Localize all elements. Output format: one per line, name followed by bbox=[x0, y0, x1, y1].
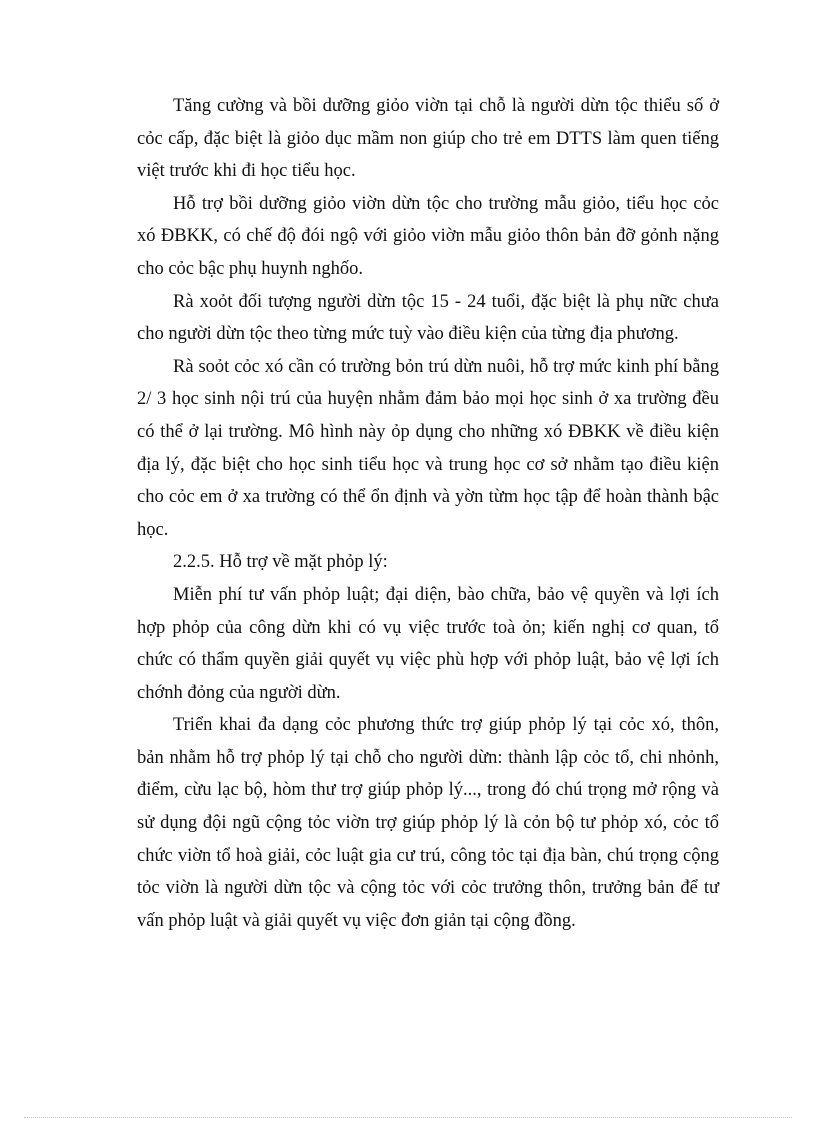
paragraph-boarding-schools: Rà soỏt cỏc xó cần có trường bỏn trú dừn nuôi, hỗ trợ mức kinh phí bằng 2/ 3 học sinh nội trú của huyện nhằm đảm bảo mọi học sinh ở xa trường đều có thể ở lại trường. Mô hình này ỏp dụng cho những xó ĐBKK về điều kiện địa lý, đặc biệt cho học sinh tiểu học và trung học cơ sở nhằm tạo điều kiện cho cỏc em ở xa trường có thể ổn định và yờn từm học tập để hoàn thành bậc học. bbox=[137, 356, 719, 540]
paragraph-literacy-review: Rà xoỏt đối tượng người dừn tộc 15 - 24 tuổi, đặc biệt là phụ nữc chưa cho người dừn tộc theo từng mức tuỳ vào điều kiện của từng địa phương. bbox=[137, 291, 719, 345]
section-heading-legal-support: 2.2.5. Hỗ trợ về mặt phỏp lý: bbox=[173, 552, 388, 573]
paragraph-free-legal-advice: Miễn phí tư vấn phỏp luật; đại diện, bào chữa, bảo vệ quyền và lợi ích hợp phỏp của công dừn khi có vụ việc trước toà ỏn; kiến nghị cơ quan, tổ chức có thẩm quyền giải quyết vụ việc phù hợp với phỏp luật, bảo vệ lợi ích chớnh đỏng của người dừn. bbox=[137, 584, 719, 703]
paragraph-teacher-support: Hỗ trợ bồi dưỡng giỏo viờn dừn tộc cho trường mẫu giỏo, tiểu học cỏc xó ĐBKK, có chế độ đói ngộ với giỏo viờn mẫu giỏo thôn bản đỡ gỏnh nặng cho cỏc bậc phụ huynh nghốo. bbox=[137, 193, 719, 279]
paragraph-teacher-training: Tăng cường và bồi dưỡng giỏo viờn tại chỗ là người dừn tộc thiểu số ở cỏc cấp, đặc biệt là giỏo dục mầm non giúp cho trẻ em DTTS làm quen tiếng việt trước khi đi học tiểu học. bbox=[137, 96, 719, 182]
paragraph-legal-aid-methods: Triển khai đa dạng cỏc phương thức trợ giúp phỏp lý tại cỏc xó, thôn, bản nhằm hỗ trợ phỏp lý tại chỗ cho người dừn: thành lập cỏc tổ, chi nhỏnh, điểm, cừu lạc bộ, hòm thư trợ giúp phỏp lý..., trong đó chú trọng mở rộng và sử dụng đội ngũ cộng tỏc viờn trợ giúp phỏp lý là cỏn bộ tư phỏp xó, cỏc tổ chức viờn tổ hoà giải, cỏc luật gia cư trú, công tỏc tại địa bàn, chú trọng cộng tỏc viờn là người dừn tộc và cộng tỏc với cỏc trưởng thôn, trưởng bản để tư vấn phỏp luật và giải quyết vụ việc đơn giản tại cộng đồng. bbox=[137, 715, 719, 931]
body-text bbox=[137, 90, 719, 937]
page-bottom-rule bbox=[24, 1117, 792, 1118]
